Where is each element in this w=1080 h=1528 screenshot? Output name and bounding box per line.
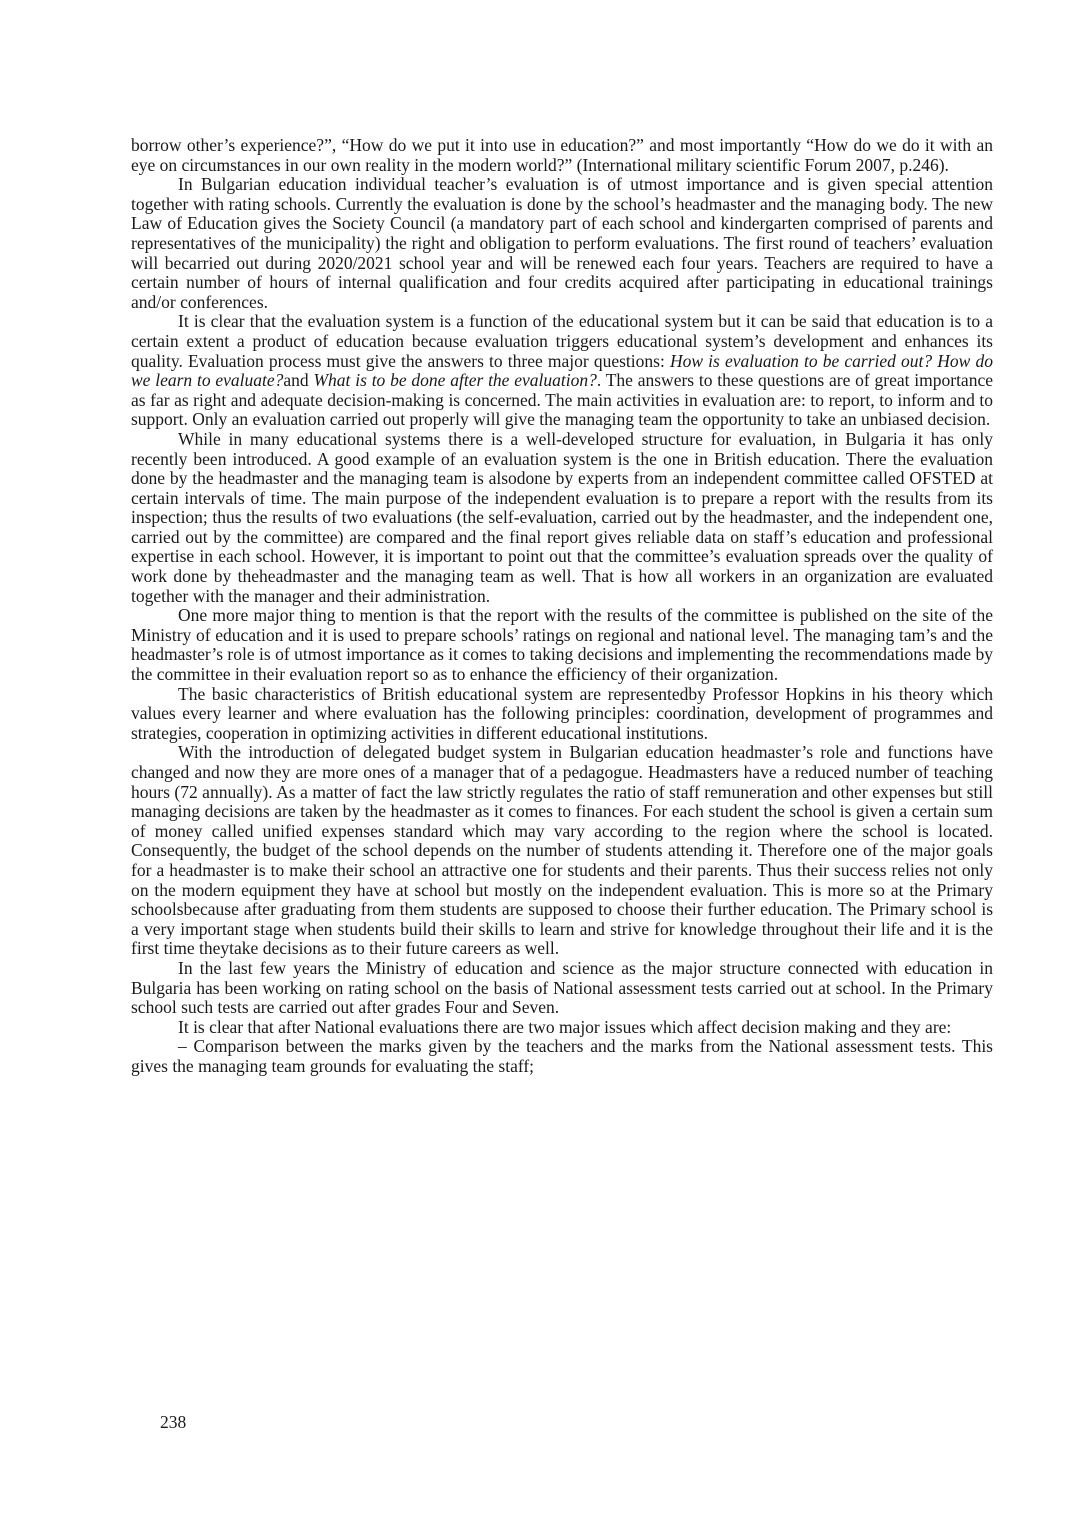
paragraph-3-part-1: It is clear that the evaluation system is a function of the educational system but it can be said that education is to a certain extent a product of education because evaluation triggers educational system’s development and enhances its quality. Evaluation process must give the answers to three major questions: [131,311,993,371]
paragraph-3-question-1: How is evaluation to be carried out? How do we learn to evaluate? [131,350,993,391]
paragraph-3 [131,312,993,430]
paragraph-7: With the introduction of delegated budget system in Bulgarian education headmaster’s role and functions have changed and now they are more ones of a manager that of a pedagogue. Headmasters have a reduced number of teaching hours (72 annually). As a matter of fact the law strictly regulates the ratio of staff remuneration and other expenses but still managing decisions are taken by the headmaster as it comes to finances. For each student the school is given a certain sum of money called unified expenses standard which may vary according to the region where the school is located. Consequently, the budget of the school depends on the number of students attending it. Therefore one of the major goals for a headmaster is to make their school an attractive one for students and their parents. Thus their success relies not only on the modern equipment they have at school but mostly on the independent evaluation. This is more so at the Primary schoolsbecause after graduating from them students are supposed to choose their further education. The Primary school is a very important stage when students build their skills to learn and strive for knowledge throughout their life and it is the first time theytake decisions as to their future careers as well. [131,742,993,959]
paragraph-3-part-3: . The answers to these questions are of great importance as far as right and adequate decision-making is concerned. The main activities in evaluation are: to report, to inform and to support. Only an evaluation carried out properly will give the managing team the opportunity to take an unbiased decision. [131,370,993,430]
paragraph-2: In Bulgarian education individual teacher’s evaluation is of utmost importance and is given special attention together with rating schools. Currently the evaluation is done by the school’s headmaster and the managing body. The new Law of Education gives the Society Council (a mandatory part of each school and kindergarten comprised of parents and representatives of the municipality) the right and obligation to perform evaluations. The first round of teachers’ evaluation will becarried out during 2020/2021 school year and will be renewed each four years. Teachers are required to have a certain number of hours of internal qualification and four credits acquired after participating in educational trainings and/or conferences. [131,174,993,312]
document-body [131,136,993,1077]
paragraph-9: It is clear that after National evaluations there are two major issues which affect decision making and they are: [178,1016,952,1037]
paragraph-10: – Comparison between the marks given by the teachers and the marks from the National assessment tests. This gives the managing team grounds for evaluating the staff; [131,1036,993,1076]
paragraph-5: One more major thing to mention is that the report with the results of the committee is published on the site of the Ministry of education and it is used to prepare schools’ ratings on regional and national level. The managing tam’s and the headmaster’s role is of utmost importance as it comes to taking decisions and implementing the recommendations made by the committee in their evaluation report so as to enhance the efficiency of their organization. [131,605,993,685]
paragraph-1: borrow other’s experience?”, “How do we put it into use in education?” and most importantly “How do we do it with an eye on circumstances in our own reality in the modern world?” (International military scientific Forum 2007, p.246). [131,135,993,175]
paragraph-4: While in many educational systems there is a well-developed structure for evaluation, in Bulgaria it has only recently been introduced. A good example of an evaluation system is the one in British education. There the evaluation done by the headmaster and the managing team is alsodone by experts from an independent committee called OFSTED at certain intervals of time. The main purpose of the independent evaluation is to prepare a report with the results from its inspection; thus the results of two evaluations (the self-evaluation, carried out by the headmaster, and the independent one, carried out by the committee) are compared and the final report gives reliable data on staff’s education and professional expertise in each school. However, it is important to point out that the committee’s evaluation spreads over the quality of work done by theheadmaster and the managing team as well. That is how all workers in an organization are evaluated together with the manager and their administration. [131,428,993,606]
paragraph-6: The basic characteristics of British educational system are representedby Professor Hopkins in his theory which values every learner and where evaluation has the following principles: coordination, development of programmes and strategies, cooperation in optimizing activities in different educational institutions. [131,683,993,743]
page-number: 238 [160,1412,187,1432]
paragraph-8: In the last few years the Ministry of education and science as the major structure connected with education in Bulgaria has been working on rating school on the basis of National assessment tests carried out at school. In the Primary school such tests are carried out after grades Four and Seven. [131,957,993,1018]
paragraph-3-part-2: and [283,370,314,391]
paragraph-3-question-2: What is to be done after the evaluation? [313,370,597,391]
